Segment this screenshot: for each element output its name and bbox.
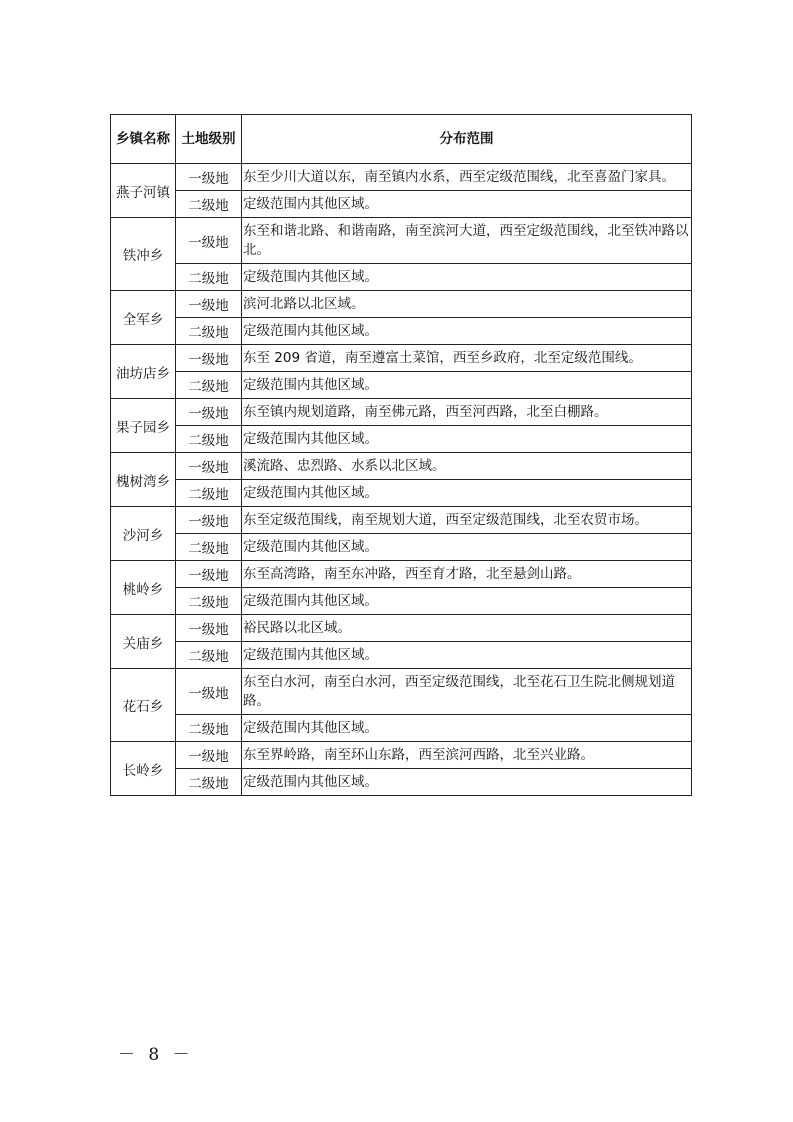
level-cell: 一级地	[176, 453, 242, 480]
table-row	[111, 345, 692, 372]
town-cell: 全军乡	[111, 291, 176, 345]
header-town: 乡镇名称	[111, 115, 176, 164]
range-cell: 定级范围内其他区域。	[242, 715, 692, 742]
table-row	[111, 218, 692, 264]
table-header-row	[111, 115, 692, 164]
range-cell: 定级范围内其他区域。	[242, 588, 692, 615]
table-row	[111, 507, 692, 534]
table-row	[111, 318, 692, 345]
level-cell: 一级地	[176, 218, 242, 264]
level-cell: 二级地	[176, 769, 242, 796]
town-cell: 槐树湾乡	[111, 453, 176, 507]
range-cell: 东至镇内规划道路，南至佛元路，西至河西路，北至白棚路。	[242, 399, 692, 426]
range-cell: 定级范围内其他区域。	[242, 372, 692, 399]
range-cell: 东至和谐北路、和谐南路，南至滨河大道，西至定级范围线，北至铁冲路以北。	[242, 218, 692, 264]
range-cell: 定级范围内其他区域。	[242, 534, 692, 561]
table-row	[111, 372, 692, 399]
level-cell: 一级地	[176, 164, 242, 191]
town-cell: 桃岭乡	[111, 561, 176, 615]
level-cell: 一级地	[176, 399, 242, 426]
town-cell: 铁冲乡	[111, 218, 176, 291]
table-row	[111, 534, 692, 561]
range-cell: 东至界岭路，南至环山东路，西至滨河西路，北至兴业路。	[242, 742, 692, 769]
town-cell: 长岭乡	[111, 742, 176, 796]
level-cell: 二级地	[176, 534, 242, 561]
table-row	[111, 588, 692, 615]
level-cell: 一级地	[176, 615, 242, 642]
town-cell: 油坊店乡	[111, 345, 176, 399]
level-cell: 二级地	[176, 264, 242, 291]
level-cell: 二级地	[176, 715, 242, 742]
table-row	[111, 191, 692, 218]
town-cell: 沙河乡	[111, 507, 176, 561]
range-cell: 定级范围内其他区域。	[242, 264, 692, 291]
table-row	[111, 164, 692, 191]
town-cell: 花石乡	[111, 669, 176, 742]
range-cell: 东至白水河，南至白水河，西至定级范围线，北至花石卫生院北侧规划道路。	[242, 669, 692, 715]
town-cell: 燕子河镇	[111, 164, 176, 218]
page-number: － 8 －	[118, 1045, 194, 1065]
table-row	[111, 264, 692, 291]
level-cell: 二级地	[176, 642, 242, 669]
range-cell: 定级范围内其他区域。	[242, 191, 692, 218]
level-cell: 一级地	[176, 669, 242, 715]
range-cell: 定级范围内其他区域。	[242, 318, 692, 345]
table-row	[111, 561, 692, 588]
level-cell: 二级地	[176, 372, 242, 399]
range-cell: 定级范围内其他区域。	[242, 769, 692, 796]
level-cell: 一级地	[176, 507, 242, 534]
land-grade-table	[110, 114, 692, 796]
range-cell: 裕民路以北区域。	[242, 615, 692, 642]
table-row	[111, 480, 692, 507]
header-distribution-range: 分布范围	[242, 115, 692, 164]
table-row	[111, 769, 692, 796]
table-row	[111, 742, 692, 769]
level-cell: 一级地	[176, 291, 242, 318]
level-cell: 二级地	[176, 480, 242, 507]
level-cell: 一级地	[176, 561, 242, 588]
table-row	[111, 426, 692, 453]
range-cell: 滨河北路以北区域。	[242, 291, 692, 318]
range-cell: 东至高湾路，南至东冲路，西至育才路，北至悬剑山路。	[242, 561, 692, 588]
header-land-level: 土地级别	[176, 115, 242, 164]
level-cell: 二级地	[176, 588, 242, 615]
table-row	[111, 399, 692, 426]
town-cell: 果子园乡	[111, 399, 176, 453]
table-row	[111, 715, 692, 742]
town-cell: 关庙乡	[111, 615, 176, 669]
level-cell: 一级地	[176, 345, 242, 372]
range-cell: 溪流路、忠烈路、水系以北区域。	[242, 453, 692, 480]
range-cell: 定级范围内其他区域。	[242, 426, 692, 453]
range-cell: 东至 209 省道，南至遵富土菜馆，西至乡政府，北至定级范围线。	[242, 345, 692, 372]
table-row	[111, 615, 692, 642]
range-cell: 东至定级范围线，南至规划大道，西至定级范围线，北至农贸市场。	[242, 507, 692, 534]
range-cell: 定级范围内其他区域。	[242, 642, 692, 669]
level-cell: 二级地	[176, 318, 242, 345]
range-cell: 东至少川大道以东，南至镇内水系，西至定级范围线，北至喜盈门家具。	[242, 164, 692, 191]
table-row	[111, 291, 692, 318]
range-cell: 定级范围内其他区域。	[242, 480, 692, 507]
table-row	[111, 669, 692, 715]
table-row	[111, 642, 692, 669]
level-cell: 二级地	[176, 191, 242, 218]
level-cell: 二级地	[176, 426, 242, 453]
table-row	[111, 453, 692, 480]
level-cell: 一级地	[176, 742, 242, 769]
